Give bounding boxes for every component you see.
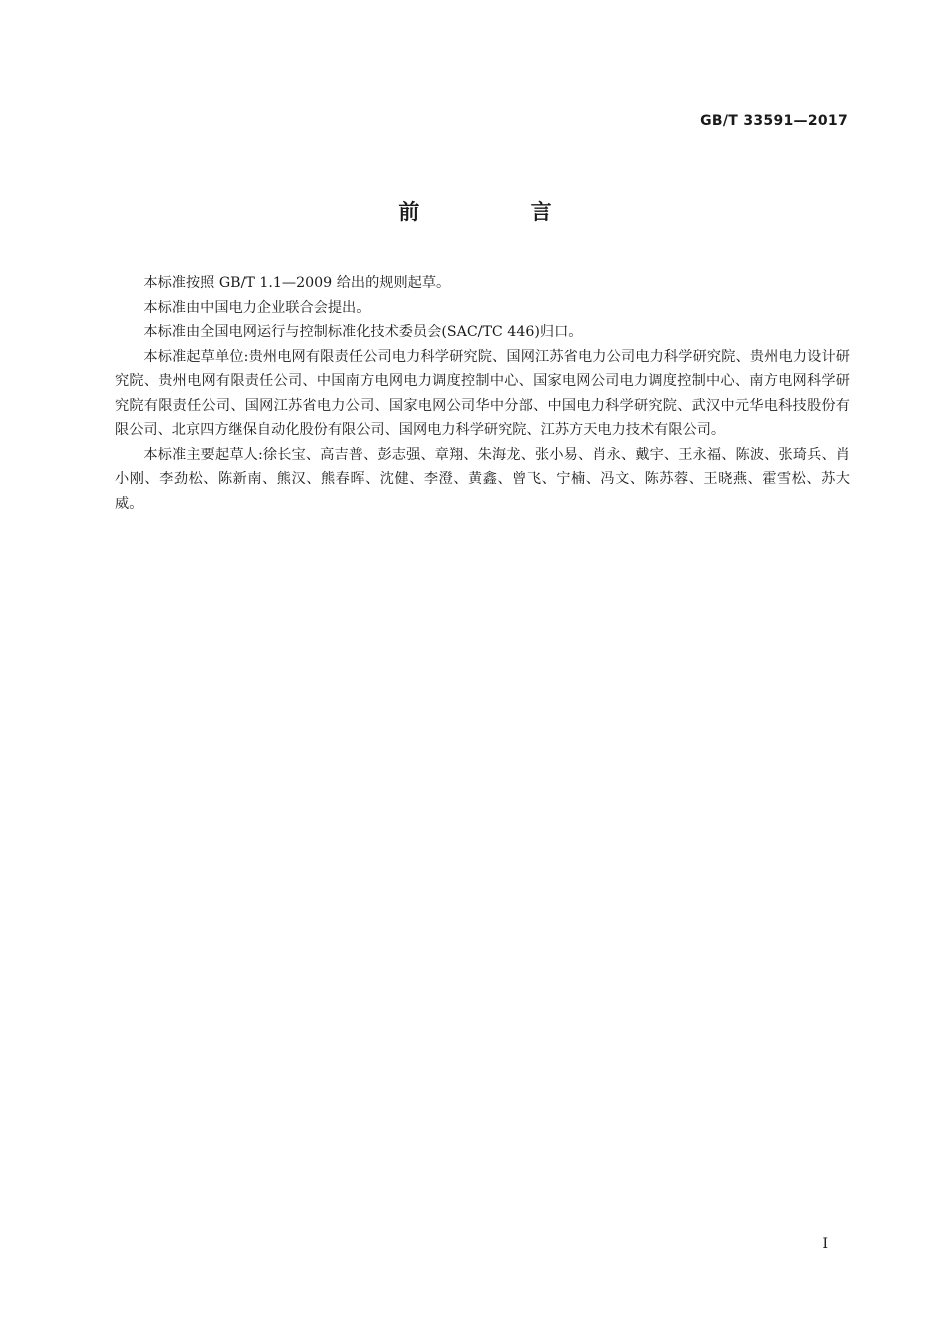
paragraph-drafters: 本标准主要起草人:徐长宝、高吉普、彭志强、章翔、朱海龙、张小易、肖永、戴宇、王永福、陈波、张琦兵、肖小刚、李劲松、陈新南、熊汉、熊春晖、沈健、李澄、黄鑫、曾飞、宁楠、冯文、陈苏蓉、王晓燕、霍雪松、苏大威。 — [115, 446, 850, 512]
foreword-body — [115, 271, 850, 516]
paragraph-proposer: 本标准由中国电力企业联合会提出。 — [143, 299, 371, 316]
standard-code: GB/T 33591—2017 — [700, 113, 848, 129]
page-title: 前 言 — [398, 200, 604, 224]
paragraph-drafting-rules: 本标准按照 GB/T 1.1—2009 给出的规则起草。 — [143, 275, 451, 291]
paragraph-drafting-units: 本标准起草单位:贵州电网有限责任公司电力科学研究院、国网江苏省电力公司电力科学研究院、贵州电力设计研究院、贵州电网有限责任公司、中国南方电网电力调度控制中心、国家电网公司电力调度控制中心、南方电网科学研究院有限责任公司、国网江苏省电力公司、国家电网公司华中分部、中国电力科学研究院、武汉中元华电科技股份有限公司、北京四方继保自动化股份有限公司、国网电力科学研究院、江苏方天电力技术有限公司。 — [115, 348, 850, 438]
page-number: I — [822, 1236, 828, 1252]
paragraph-committee: 本标准由全国电网运行与控制标准化技术委员会(SAC/TC 446)归口。 — [143, 324, 583, 340]
